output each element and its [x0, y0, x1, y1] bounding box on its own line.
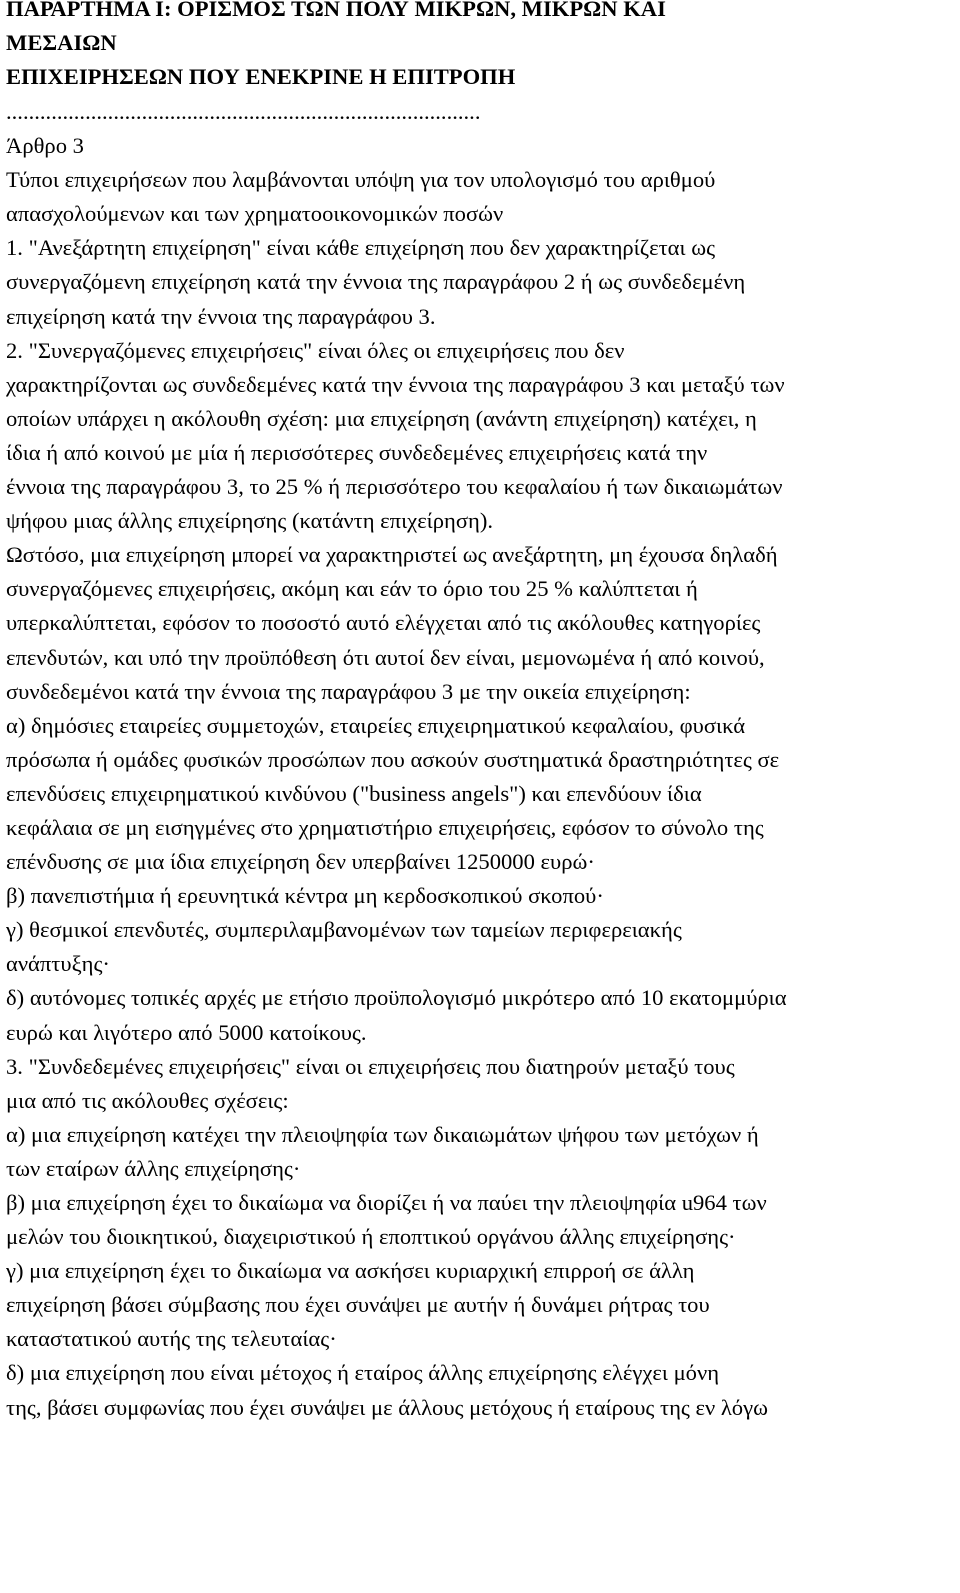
body-line: γ) θεσμικοί επενδυτές, συμπεριλαμβανομένων των ταμείων περιφερειακής: [6, 917, 682, 943]
body-line: δ) μια επιχείρηση που είναι μέτοχος ή εταίρος άλλης επιχείρησης ελέγχει μόνη: [6, 1360, 720, 1386]
body-line: 2. "Συνεργαζόμενες επιχειρήσεις" είναι όλες οι επιχειρήσεις που δεν: [6, 337, 625, 363]
body-line: επιχείρηση βάσει σύμβασης που έχει συνάψει με αυτήν ή δυνάμει ρήτρας του: [6, 1292, 710, 1318]
body-line: υπερκαλύπτεται, εφόσον το ποσοστό αυτό ελέγχεται από τις ακόλουθες κατηγορίες: [6, 610, 761, 636]
body-line: των εταίρων άλλης επιχείρησης·: [6, 1155, 301, 1181]
body-line: χαρακτηρίζονται ως συνδεδεμένες κατά την έννοια της παραγράφου 3 και μεταξύ των: [6, 371, 785, 397]
body-line: πρόσωπα ή ομάδες φυσικών προσώπων που ασκούν συστηματικά δραστηριότητες σε: [6, 746, 780, 772]
body-line: της, βάσει συμφωνίας που έχει συνάψει με άλλους μετόχους ή εταίρους της εν λόγω: [6, 1394, 768, 1420]
body-line: έννοια της παραγράφου 3, το 25 % ή περισσότερο του κεφαλαίου ή των δικαιωμάτων: [6, 474, 783, 500]
body-line: ....................................................................................: [6, 99, 481, 124]
body-line: συνεργαζόμενες επιχειρήσεις, ακόμη και εάν το όριο του 25 % καλύπτεται ή: [6, 576, 698, 602]
body-line: β) πανεπιστήμια ή ερευνητικά κέντρα μη κερδοσκοπικού σκοπού·: [6, 883, 604, 909]
body-line: κεφάλαια σε μη εισηγμένες στο χρηματιστήριο επιχειρήσεις, εφόσον το σύνολο της: [6, 814, 764, 840]
body-line: καταστατικού αυτής της τελευταίας·: [6, 1326, 337, 1352]
body-line: δ) αυτόνομες τοπικές αρχές με ετήσιο προϋπολογισμό μικρότερο από 10 εκατομμύρια: [6, 985, 787, 1011]
document-body: [6, 95, 954, 1425]
body-line: α) δημόσιες εταιρείες συμμετοχών, εταιρείες επιχειρηματικού κεφαλαίου, φυσικά: [6, 712, 746, 738]
body-line: επένδυσης σε μια ίδια επιχείρηση δεν υπερβαίνει 1250000 ευρώ·: [6, 849, 595, 875]
body-line: μια από τις ακόλουθες σχέσεις:: [6, 1087, 289, 1113]
body-line: επιχείρηση κατά την έννοια της παραγράφου 3.: [6, 303, 436, 329]
body-line: επενδύσεις επιχειρηματικού κινδύνου ("business angels") και επενδύουν ίδια: [6, 780, 702, 806]
body-line: ψήφου μιας άλλης επιχείρησης (κατάντη επιχείρηση).: [6, 508, 494, 534]
body-line: β) μια επιχείρηση έχει το δικαίωμα να διορίζει ή να παύει την πλειοψηφία u964 των: [6, 1190, 767, 1215]
body-line: ίδια ή από κοινού με μία ή περισσότερες συνδεδεμένες επιχειρήσεις κατά την: [6, 439, 708, 465]
body-line: 3. "Συνδεδεμένες επιχειρήσεις" είναι οι επιχειρήσεις που διατηρούν μεταξύ τους: [6, 1053, 735, 1079]
body-line: 1. "Ανεξάρτητη επιχείρηση" είναι κάθε επιχείρηση που δεν χαρακτηρίζεται ως: [6, 235, 716, 261]
body-line: Άρθρο 3: [6, 133, 84, 159]
body-line: γ) μια επιχείρηση έχει το δικαίωμα να ασκήσει κυριαρχική επιρροή σε άλλη: [6, 1258, 695, 1284]
body-line: Τύποι επιχειρήσεων που λαμβάνονται υπόψη για τον υπολογισμό του αριθμού: [6, 167, 716, 193]
body-line: Ωστόσο, μια επιχείρηση μπορεί να χαρακτηριστεί ως ανεξάρτητη, μη έχουσα δηλαδή: [6, 542, 778, 568]
heading-line: ΠΑΡΑΡΤΗΜΑ Ι: ΟΡΙΣΜΟΣ ΤΩΝ ΠΟΛΥ ΜΙΚΡΩΝ, ΜΙΚΡΩΝ ΚΑΙ: [6, 0, 666, 21]
body-line: συνδεδεμένοι κατά την έννοια της παραγράφου 3 με την οικεία επιχείρηση:: [6, 678, 691, 704]
body-line: επενδυτών, και υπό την προϋπόθεση ότι αυτοί δεν είναι, μεμονωμένα ή από κοινού,: [6, 644, 765, 670]
body-line: ευρώ και λιγότερο από 5000 κατοίκους.: [6, 1019, 367, 1045]
document-heading: [6, 0, 954, 94]
body-line: συνεργαζόμενη επιχείρηση κατά την έννοια της παραγράφου 2 ή ως συνδεδεμένη: [6, 269, 746, 295]
body-line: μελών του διοικητικού, διαχειριστικού ή εποπτικού οργάνου άλλης επιχείρησης·: [6, 1224, 736, 1250]
document-page: [6, 0, 954, 1425]
heading-line: ΜΕΣΑΙΩΝ: [6, 30, 117, 55]
body-line: απασχολούμενων και των χρηματοοικονομικών ποσών: [6, 201, 504, 227]
heading-line: ΕΠΙΧΕΙΡΗΣΕΩΝ ΠΟΥ ΕΝΕΚΡΙΝΕ Η ΕΠΙΤΡΟΠΗ: [6, 64, 516, 89]
body-line: ανάπτυξης·: [6, 951, 110, 977]
body-line: α) μια επιχείρηση κατέχει την πλειοψηφία των δικαιωμάτων ψήφου των μετόχων ή: [6, 1121, 759, 1147]
body-line: οποίων υπάρχει η ακόλουθη σχέση: μια επιχείρηση (ανάντη επιχείρηση) κατέχει, η: [6, 405, 757, 431]
